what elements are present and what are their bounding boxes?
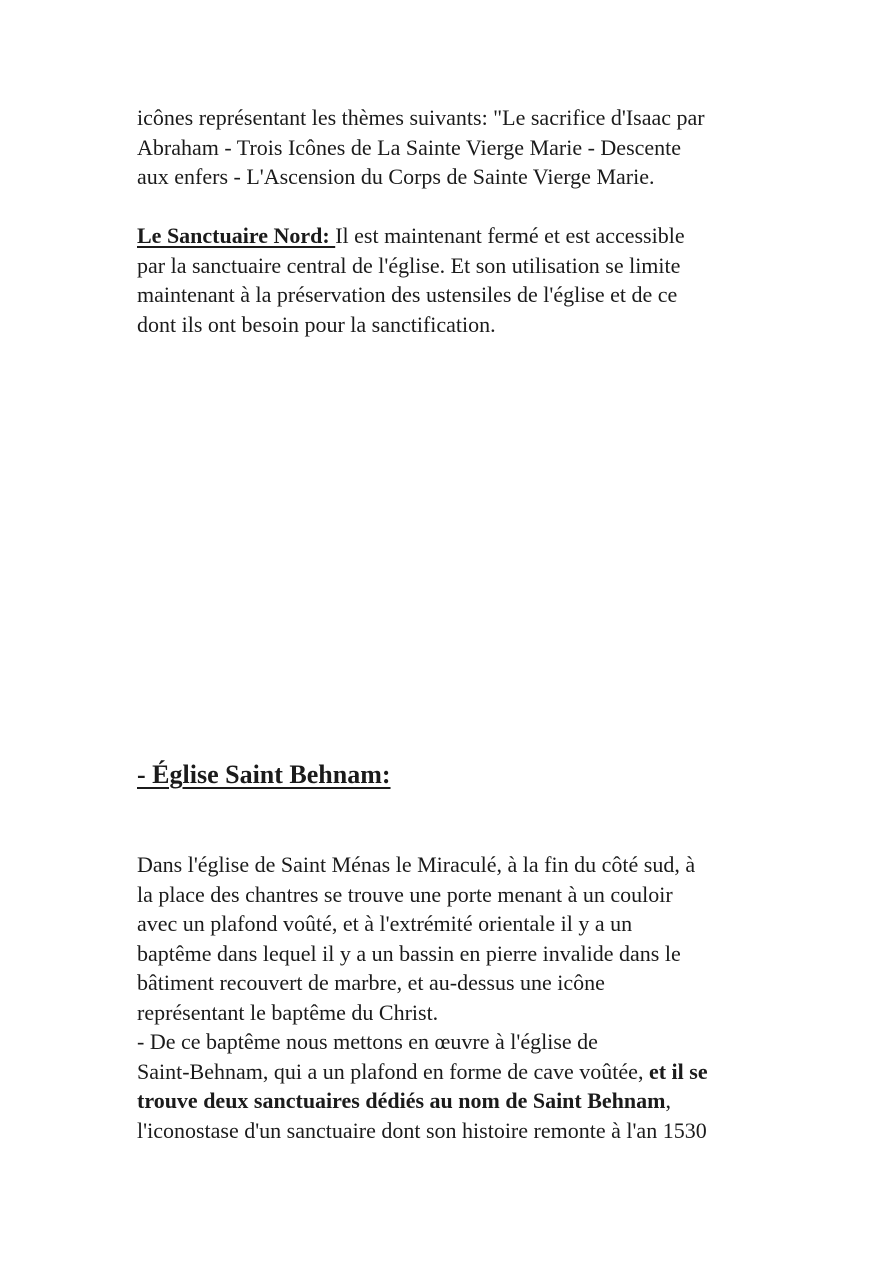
text-line: baptême dans lequel il y a un bassin en pierre invalide dans le [137, 940, 681, 966]
paragraph-bapteme-behnam [137, 1027, 777, 1145]
paragraph-sanctuaire-nord [137, 221, 777, 339]
text-line: avec un plafond voûté, et à l'extrémité orientale il y a un [137, 911, 633, 936]
bold-run: trouve deux sanctuaires dédiés au nom de Saint Behnam [137, 1088, 666, 1113]
paragraph-saint-menas [137, 850, 777, 1145]
text-line: Abraham - Trois Icônes de La Sainte Vierge Marie - Descente [137, 134, 682, 160]
paragraph-icones [137, 103, 777, 192]
text-line: la place des chantres se trouve une porte menant à un couloir [137, 881, 673, 907]
text-line [137, 221, 777, 251]
text-line: dont ils ont besoin pour la sanctification. [137, 311, 496, 337]
text-line [137, 1086, 777, 1116]
sanctuaire-nord-label: Le Sanctuaire Nord: [137, 223, 336, 248]
text-run: Il est maintenant fermé et est accessible [335, 223, 685, 248]
text-line: bâtiment recouvert de marbre, et au-dessus une icône [137, 970, 605, 995]
text-line: aux enfers - L'Ascension du Corps de Sainte Vierge Marie. [137, 164, 655, 189]
text-line: maintenant à la préservation des ustensiles de l'église et de ce [137, 282, 678, 307]
text-line [137, 1057, 777, 1087]
heading-eglise-saint-behnam: - Église Saint Behnam: [137, 760, 391, 789]
text-line: Dans l'église de Saint Ménas le Miraculé, à la fin du côté sud, à [137, 852, 696, 877]
text-line: - De ce baptême nous mettons en œuvre à l'église de [137, 1029, 598, 1054]
text-run: , [665, 1088, 671, 1113]
text-line: l'iconostase d'un sanctuaire dont son histoire remonte à l'an 1530 [137, 1117, 707, 1143]
bold-run: et il se [648, 1058, 708, 1084]
text-line: par la sanctuaire central de l'église. Et son utilisation se limite [137, 252, 681, 278]
text-run: Saint-Behnam, qui a un plafond en forme de cave voûtée, [137, 1058, 649, 1084]
text-line: représentant le baptême du Christ. [137, 999, 439, 1025]
text-line: icônes représentant les thèmes suivants: "Le sacrifice d'Isaac par [137, 105, 705, 130]
